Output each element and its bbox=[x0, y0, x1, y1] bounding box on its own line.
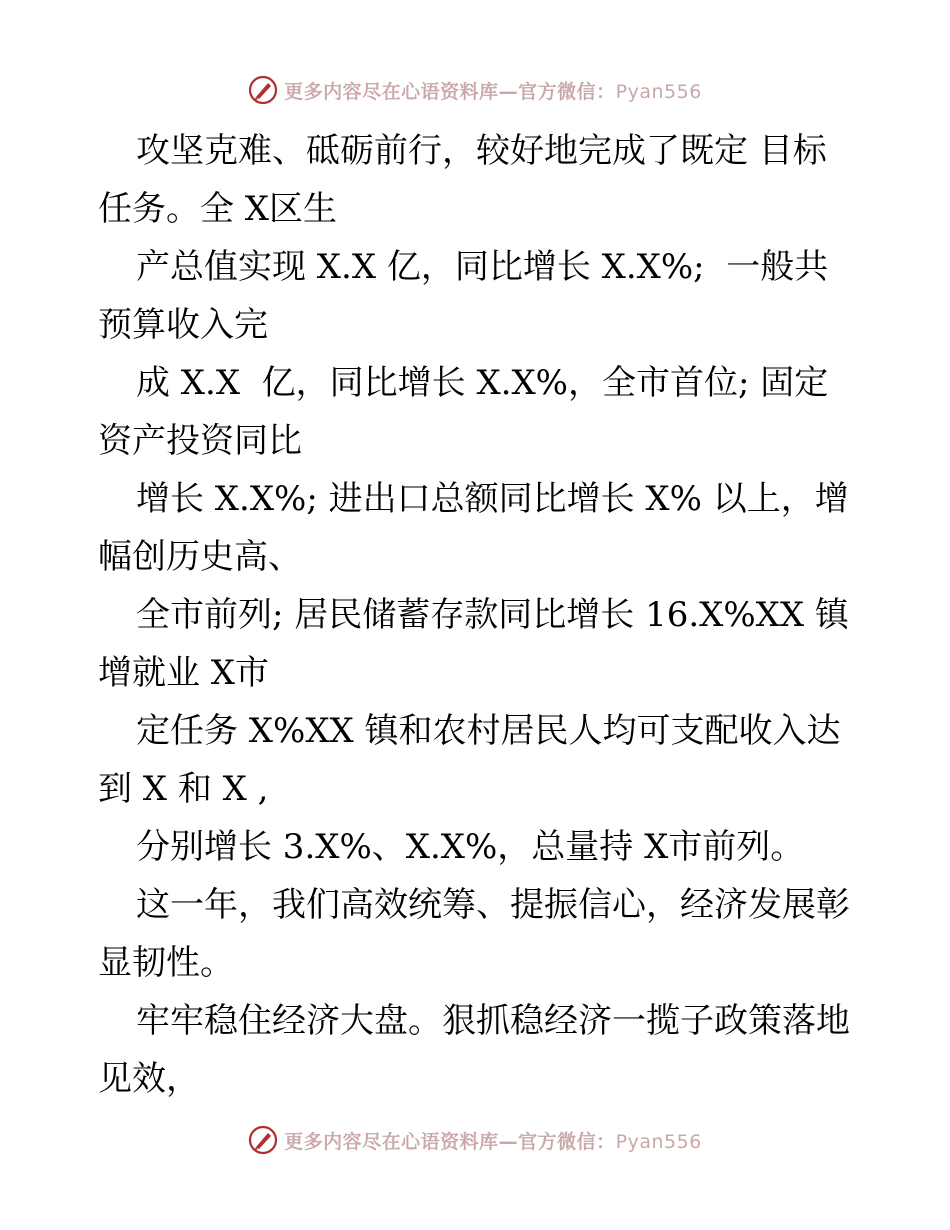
header-watermark bbox=[0, 70, 950, 110]
footer-watermark bbox=[0, 1120, 950, 1160]
watermark-text: 更多内容尽在心语资料库—官方微信：Pyan556 bbox=[284, 80, 702, 103]
paragraph: 成 X.X 亿，同比增长 X.X%，全市首位; 固定资产投资同比 bbox=[98, 363, 829, 461]
paragraph: 产总值实现 X.X 亿，同比增长 X.X%; 一般共预算收入完 bbox=[98, 247, 829, 345]
feather-pen-icon bbox=[248, 1125, 278, 1155]
paragraph: 增长 X.X%; 进出口总额同比增长 X% 以上，增幅创历史高、 bbox=[98, 479, 849, 577]
feather-pen-icon bbox=[248, 75, 278, 105]
paragraph: 牢牢稳住经济大盘。狠抓稳经济一揽子政策落地见效， bbox=[98, 1001, 850, 1099]
paragraph: 攻坚克难、砥砺前行，较好地完成了既定 目标任务。全 X区生 bbox=[98, 131, 827, 229]
paragraph: 全市前列; 居民储蓄存款同比增长 16.X%XX 镇增就业 X市 bbox=[98, 595, 849, 693]
document-body bbox=[98, 122, 858, 1108]
paragraph: 定任务 X%XX 镇和农村居民人均可支配收入达到 X 和 X , bbox=[98, 711, 841, 809]
watermark-text: 更多内容尽在心语资料库—官方微信：Pyan556 bbox=[284, 1130, 702, 1153]
paragraph: 分别增长 3.X%、X.X%，总量持 X市前列。 bbox=[136, 827, 805, 867]
paragraph: 这一年，我们高效统筹、提振信心，经济发展彰显韧性。 bbox=[98, 885, 850, 983]
